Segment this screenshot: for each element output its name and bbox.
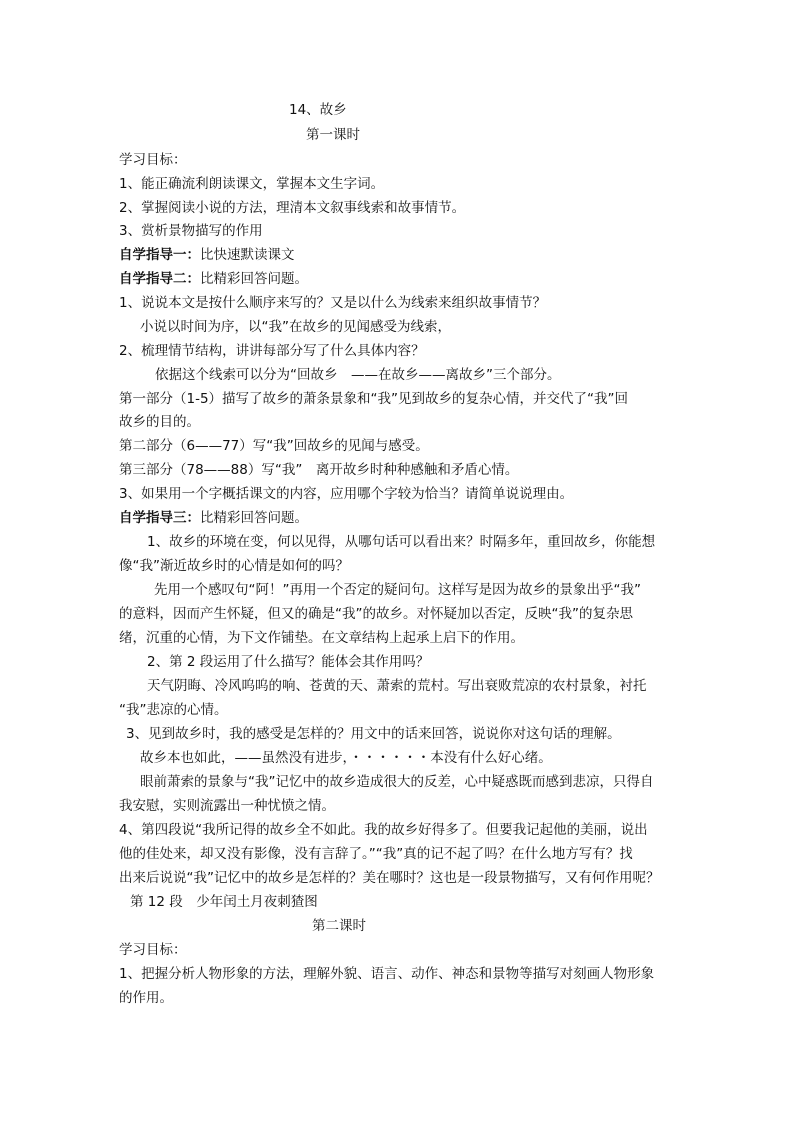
guide1-line <box>119 246 295 264</box>
guide3-answer-3-line-1: 眼前萧索的景象与“我”记忆中的故乡造成很大的反差，心中疑惑既而感到悲凉，只得自 <box>140 774 654 790</box>
guide2-text: 比精彩回答问题。 <box>200 271 308 287</box>
lesson1-objective-1: 1、能正确流利朗读课文，掌握本文生字词。 <box>119 176 385 192</box>
guide3-answer-4: 第 12 段 少年闰土月夜刺猹图 <box>130 894 318 910</box>
guide1-label: 自学指导一： <box>119 247 200 263</box>
guide2-label: 自学指导二： <box>119 271 200 287</box>
guide3-answer-1-line-3: 绪，沉重的心情，为下文作铺垫。在文章结构上起承上启下的作用。 <box>119 630 524 646</box>
guide3-line <box>119 509 308 527</box>
guide3-answer-3-line-2: 我安慰，实则流露出一种忧愤之情。 <box>119 798 335 814</box>
guide3-answer-1-line-1: 先用一个感叹句“阿！”再用一个否定的疑问句。这样写是因为故乡的景象出乎“我” <box>154 582 641 598</box>
lesson1-objective-3: 3、赏析景物描写的作用 <box>119 223 263 239</box>
lesson1-objective-2: 2、掌握阅读小说的方法，理清本文叙事线索和故事情节。 <box>119 200 466 216</box>
lesson2-objective-1-line-2: 的作用。 <box>119 990 173 1006</box>
guide2-question-1: 1、说说本文是按什么顺序来写的？又是以什么为线索来组织故事情节？ <box>119 295 547 311</box>
guide3-answer-2-line-1: 天气阴晦、冷风呜呜的响、苍黄的天、萧索的荒村。写出衰败荒凉的农村景象，衬托 <box>147 678 647 694</box>
guide3-quote-3: 故乡本也如此，——虽然没有进步，・・・・・・本没有什么好心绪。 <box>140 750 552 766</box>
lesson1-objectives-label: 学习目标： <box>119 152 187 168</box>
guide2-answer-2: 依据这个线索可以分为“回故乡 ——在故乡——离故乡”三个部分。 <box>155 367 561 383</box>
lesson1-heading: 第一课时 <box>306 127 360 143</box>
guide3-question-1-line-1: 1、故乡的环境在变，何以见得，从哪句话可以看出来？时隔多年，重回故乡，你能想 <box>147 534 656 550</box>
part1-line-1: 第一部分（1-5）描写了故乡的萧条景象和“我”见到故乡的复杂心情，并交代了“我”回 <box>119 391 629 407</box>
lesson2-objective-1-line-1: 1、把握分析人物形象的方法，理解外貌、语言、动作、神态和景物等描写对刻画人物形象 <box>119 966 655 982</box>
lesson2-heading: 第二课时 <box>312 918 366 934</box>
guide3-answer-2-line-2: “我”悲凉的心情。 <box>119 702 228 718</box>
part1-line-2: 故乡的目的。 <box>119 414 200 430</box>
guide2-question-2: 2、梳理情节结构，讲讲每部分写了什么具体内容？ <box>119 343 425 359</box>
part2-line: 第二部分（6——77）写“我”回故乡的见闻与感受。 <box>119 438 429 454</box>
guide3-label: 自学指导三： <box>119 510 200 526</box>
guide2-line <box>119 270 308 288</box>
guide1-text: 比快速默读课文 <box>200 247 295 263</box>
guide2-question-3: 3、如果用一个字概括课文的内容，应用哪个字较为恰当？请简单说说理由。 <box>119 486 574 502</box>
guide2-answer-1: 小说以时间为序，以“我”在故乡的见闻感受为线索， <box>140 319 451 335</box>
guide3-text: 比精彩回答问题。 <box>200 510 308 526</box>
document-title: 14、故乡 <box>289 102 347 118</box>
guide3-question-1-line-2: 像“我”渐近故乡时的心情是如何的吗？ <box>119 558 349 574</box>
guide3-question-2: 2、第 2 段运用了什么描写？能体会其作用吗？ <box>147 654 430 670</box>
part3-line: 第三部分（78——88）写“我” 离开故乡时种种感触和矛盾心情。 <box>119 462 519 478</box>
lesson2-objectives-label: 学习目标： <box>119 942 187 958</box>
guide3-answer-1-line-2: 的意料，因而产生怀疑，但又的确是“我”的故乡。对怀疑加以否定，反映“我”的复杂思 <box>119 606 633 622</box>
guide3-question-4-line-2: 他的佳处来，却又没有影像，没有言辞了。”“我”真的记不起了吗？在什么地方写有？找 <box>119 846 633 862</box>
guide3-question-4-line-3: 出来后说说“我”记忆中的故乡是怎样的？美在哪时？这也是一段景物描写，又有何作用呢？ <box>119 870 660 886</box>
guide3-question-3: 3、见到故乡时，我的感受是怎样的？用文中的话来回答，说说你对这句话的理解。 <box>126 726 621 742</box>
guide3-question-4-line-1: 4、第四段说“我所记得的故乡全不如此。我的故乡好得多了。但要我记起他的美丽，说出 <box>119 822 648 838</box>
